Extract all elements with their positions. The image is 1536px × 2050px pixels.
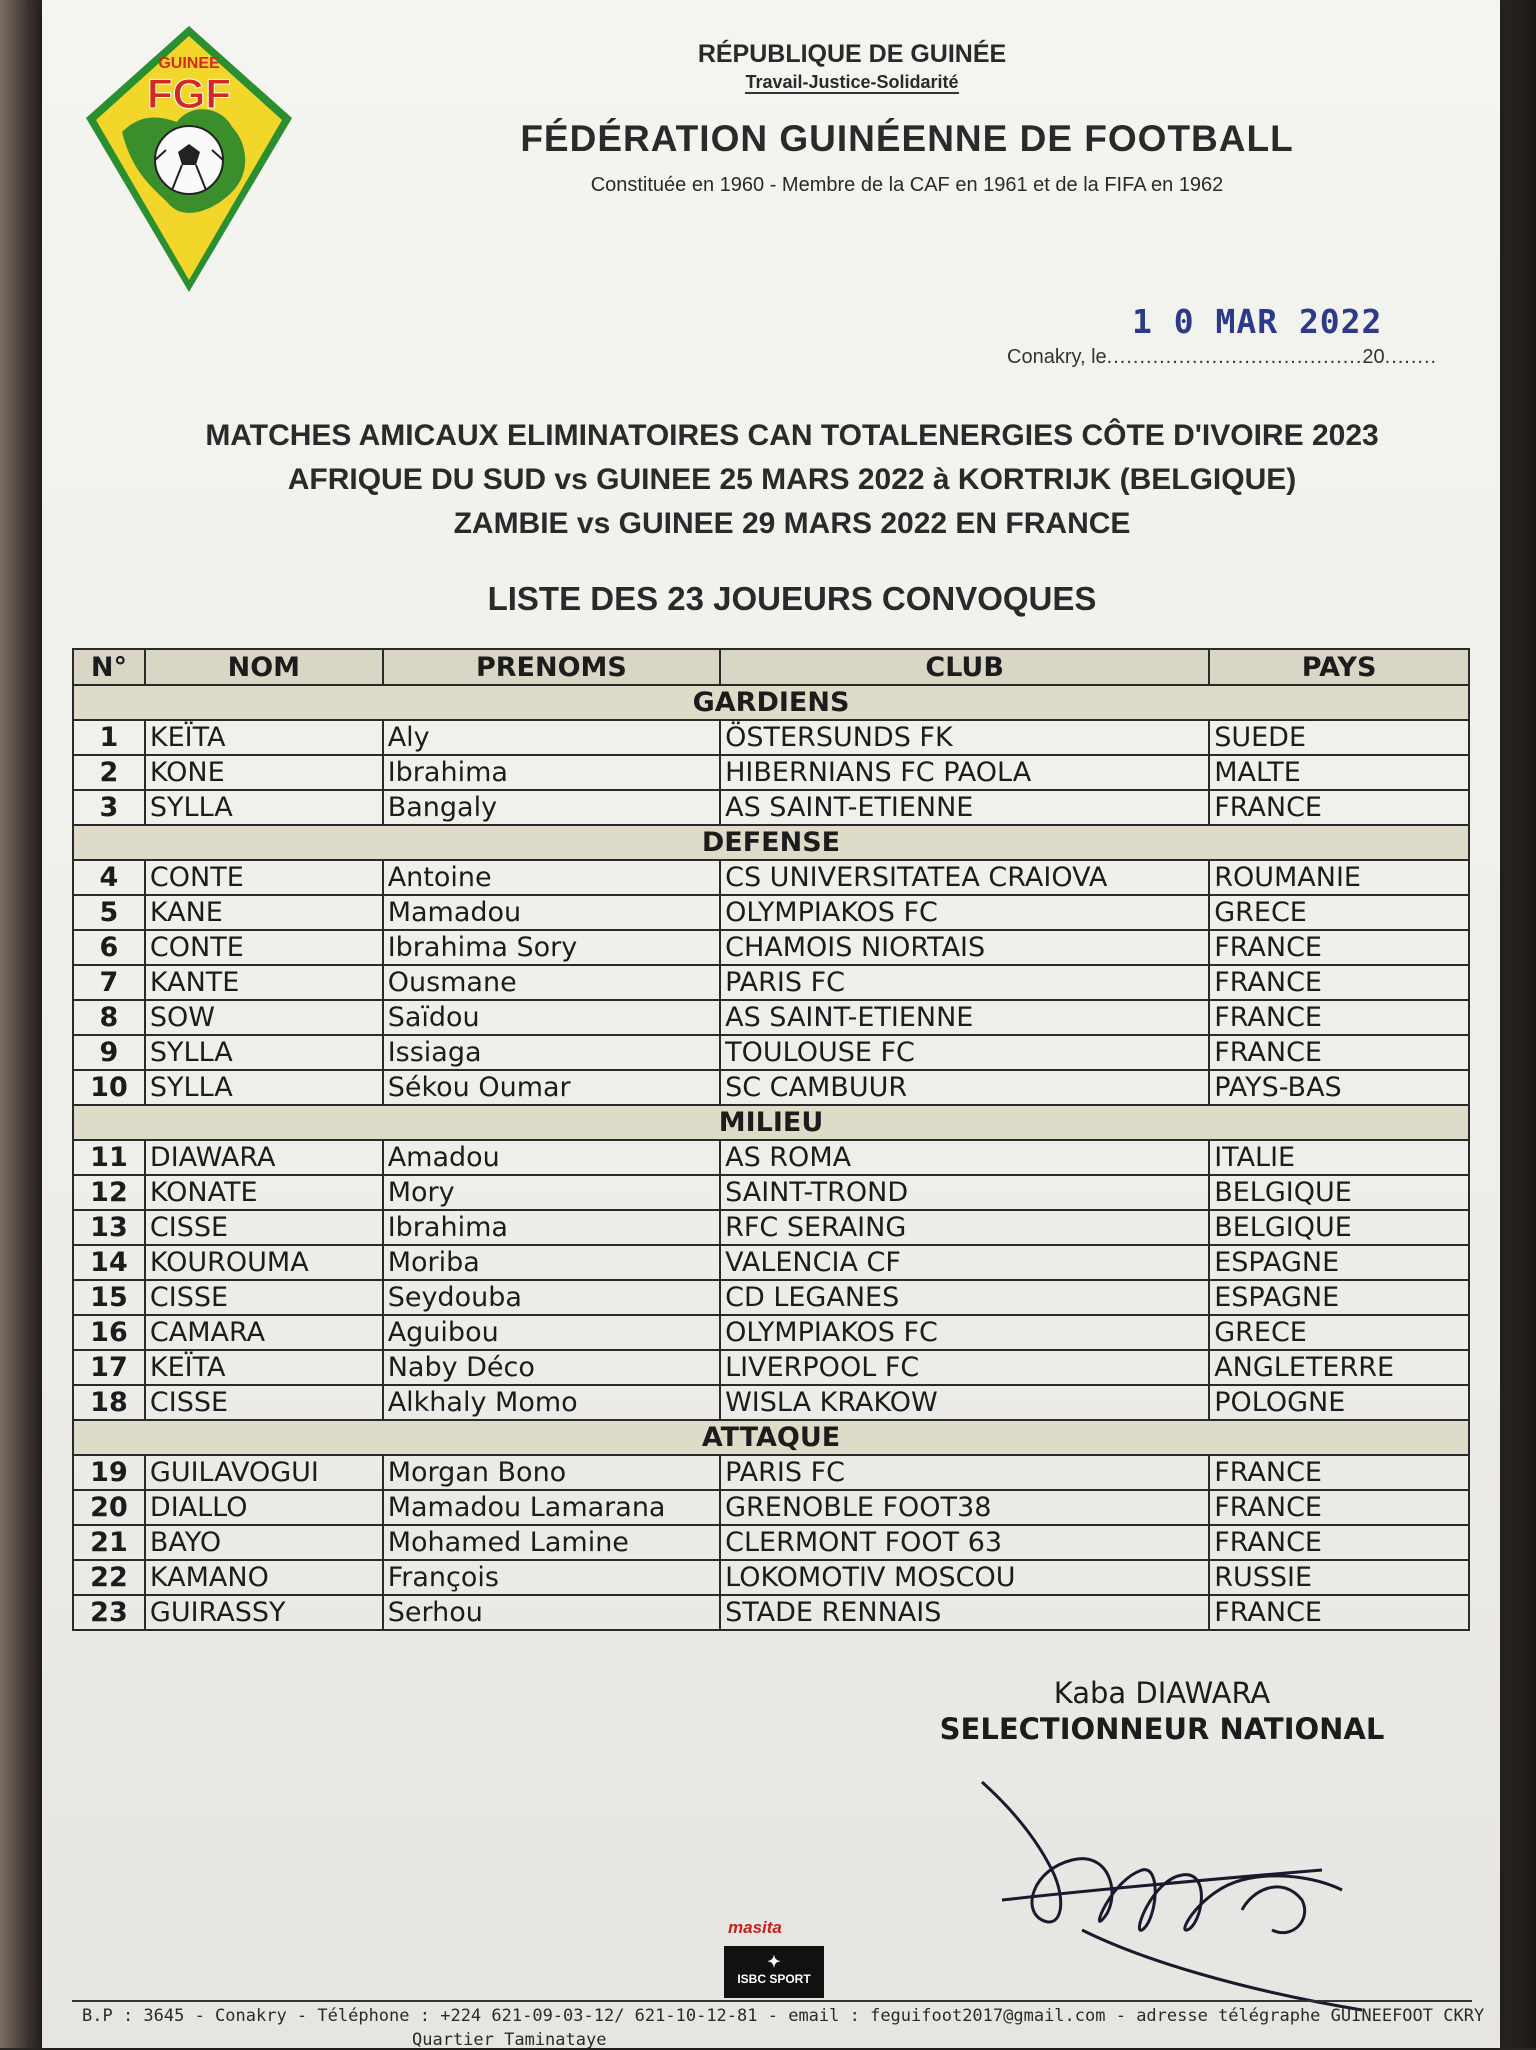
- cell-num: 5: [73, 895, 145, 930]
- section-label: ATTAQUE: [73, 1420, 1469, 1455]
- table-body: [73, 685, 1469, 1630]
- cell-nom: CAMARA: [145, 1315, 383, 1350]
- cell-club: OLYMPIAKOS FC: [720, 1315, 1209, 1350]
- cell-num: 18: [73, 1385, 145, 1420]
- list-title: LISTE DES 23 JOUEURS CONVOQUES: [487, 580, 1097, 617]
- player-row: [73, 1175, 1469, 1210]
- cell-num: 12: [73, 1175, 145, 1210]
- cell-pays: SUEDE: [1209, 720, 1469, 755]
- section-label: MILIEU: [73, 1105, 1469, 1140]
- section-row: [73, 825, 1469, 860]
- cell-prenoms: Ibrahima Sory: [383, 930, 720, 965]
- player-row: [73, 790, 1469, 825]
- background-left: [0, 0, 48, 2048]
- masita-logo: masita: [728, 1918, 782, 1937]
- player-row: [73, 1490, 1469, 1525]
- section-label: GARDIENS: [73, 685, 1469, 720]
- cell-nom: SYLLA: [145, 1070, 383, 1105]
- player-row: [73, 860, 1469, 895]
- cell-prenoms: Bangaly: [383, 790, 720, 825]
- player-row: [73, 1385, 1469, 1420]
- document-sheet: [42, 0, 1500, 2048]
- cell-num: 22: [73, 1560, 145, 1595]
- cell-prenoms: Alkhaly Momo: [383, 1385, 720, 1420]
- cell-prenoms: Sékou Oumar: [383, 1070, 720, 1105]
- cell-num: 6: [73, 930, 145, 965]
- cell-pays: RUSSIE: [1209, 1560, 1469, 1595]
- cell-pays: ANGLETERRE: [1209, 1350, 1469, 1385]
- cell-club: VALENCIA CF: [720, 1245, 1209, 1280]
- cell-prenoms: Naby Déco: [383, 1350, 720, 1385]
- cell-pays: FRANCE: [1209, 930, 1469, 965]
- cell-pays: MALTE: [1209, 755, 1469, 790]
- cell-prenoms: Amadou: [383, 1140, 720, 1175]
- match-titles: [162, 414, 1422, 546]
- cell-prenoms: Morgan Bono: [383, 1455, 720, 1490]
- cell-pays: FRANCE: [1209, 1000, 1469, 1035]
- cell-nom: CISSE: [145, 1385, 383, 1420]
- cell-nom: CISSE: [145, 1210, 383, 1245]
- cell-pays: GRECE: [1209, 1315, 1469, 1350]
- player-row: [73, 1245, 1469, 1280]
- player-row: [73, 1560, 1469, 1595]
- cell-club: HIBERNIANS FC PAOLA: [720, 755, 1209, 790]
- cell-club: CS UNIVERSITATEA CRAIOVA: [720, 860, 1209, 895]
- player-row: [73, 1035, 1469, 1070]
- date-stamp: 1 0 MAR 2022: [1132, 302, 1383, 341]
- isbc-mark-icon: ✦: [767, 1954, 781, 1971]
- cell-num: 17: [73, 1350, 145, 1385]
- cell-nom: CONTE: [145, 860, 383, 895]
- player-row: [73, 1140, 1469, 1175]
- section-row: [73, 685, 1469, 720]
- player-row: [73, 1455, 1469, 1490]
- cell-prenoms: Mamadou: [383, 895, 720, 930]
- cell-num: 3: [73, 790, 145, 825]
- cell-num: 14: [73, 1245, 145, 1280]
- cell-nom: KANE: [145, 895, 383, 930]
- cell-pays: GRECE: [1209, 895, 1469, 930]
- table-header-row: [73, 649, 1469, 685]
- player-row: [73, 720, 1469, 755]
- cell-prenoms: Ibrahima: [383, 755, 720, 790]
- cell-nom: SYLLA: [145, 1035, 383, 1070]
- place-date-line: [1007, 346, 1437, 369]
- isbc-sport-logo: [724, 1946, 824, 1998]
- cell-num: 20: [73, 1490, 145, 1525]
- cell-prenoms: Aguibou: [383, 1315, 720, 1350]
- player-row: [73, 1315, 1469, 1350]
- cell-pays: FRANCE: [1209, 1035, 1469, 1070]
- motto-text: Travail-Justice-Solidarité: [745, 72, 959, 92]
- cell-pays: ROUMANIE: [1209, 860, 1469, 895]
- cell-club: WISLA KRAKOW: [720, 1385, 1209, 1420]
- cell-nom: SYLLA: [145, 790, 383, 825]
- cell-club: TOULOUSE FC: [720, 1035, 1209, 1070]
- place-year: 20: [1362, 346, 1385, 368]
- cell-prenoms: Ousmane: [383, 965, 720, 1000]
- cell-prenoms: Antoine: [383, 860, 720, 895]
- cell-prenoms: Ibrahima: [383, 1210, 720, 1245]
- cell-pays: FRANCE: [1209, 790, 1469, 825]
- logo-text-main: FGF: [147, 70, 231, 117]
- cell-nom: KANTE: [145, 965, 383, 1000]
- player-row: [73, 965, 1469, 1000]
- cell-num: 19: [73, 1455, 145, 1490]
- section-row: [73, 1105, 1469, 1140]
- handwritten-signature: [942, 1760, 1382, 2020]
- cell-nom: KEÏTA: [145, 1350, 383, 1385]
- cell-nom: GUILAVOGUI: [145, 1455, 383, 1490]
- player-row: [73, 1280, 1469, 1315]
- cell-num: 4: [73, 860, 145, 895]
- coach-name: Kaba DIAWARA: [1053, 1676, 1271, 1710]
- cell-nom: CISSE: [145, 1280, 383, 1315]
- cell-club: CD LEGANES: [720, 1280, 1209, 1315]
- federation-name: FÉDÉRATION GUINÉENNE DE FOOTBALL: [520, 118, 1294, 159]
- player-row: [73, 1210, 1469, 1245]
- cell-club: CLERMONT FOOT 63: [720, 1525, 1209, 1560]
- cell-pays: BELGIQUE: [1209, 1210, 1469, 1245]
- player-row: [73, 1000, 1469, 1035]
- cell-prenoms: François: [383, 1560, 720, 1595]
- cell-num: 2: [73, 755, 145, 790]
- isbc-sport-label: ISBC SPORT: [737, 1972, 811, 1986]
- cell-pays: FRANCE: [1209, 965, 1469, 1000]
- cell-pays: FRANCE: [1209, 1490, 1469, 1525]
- cell-num: 11: [73, 1140, 145, 1175]
- match-title-3: ZAMBIE vs GUINEE 29 MARS 2022 EN FRANCE: [453, 507, 1131, 540]
- section-row: [73, 1420, 1469, 1455]
- cell-club: LIVERPOOL FC: [720, 1350, 1209, 1385]
- footer-contact: B.P : 3645 - Conakry - Téléphone : +224 621-09-03-12/ 621-10-12-81 - email : feguifoot2017@gmail.com - adresse télégraphe GUINEEFOOT CKRY: [82, 2006, 1485, 2026]
- footer-address: Quartier Taminataye: [412, 2030, 607, 2050]
- logo-text-top: GUINEE: [158, 55, 220, 72]
- fgf-logo: [82, 22, 296, 296]
- header-prenoms: PRENOMS: [383, 649, 720, 685]
- cell-pays: ESPAGNE: [1209, 1245, 1469, 1280]
- cell-club: AS SAINT-ETIENNE: [720, 790, 1209, 825]
- place-dots: .......................................: [1106, 346, 1363, 368]
- cell-club: STADE RENNAIS: [720, 1595, 1209, 1630]
- cell-pays: FRANCE: [1209, 1595, 1469, 1630]
- player-row: [73, 895, 1469, 930]
- cell-nom: KEÏTA: [145, 720, 383, 755]
- player-row: [73, 1595, 1469, 1630]
- cell-club: GRENOBLE FOOT38: [720, 1490, 1209, 1525]
- cell-num: 10: [73, 1070, 145, 1105]
- cell-nom: SOW: [145, 1000, 383, 1035]
- player-row: [73, 1525, 1469, 1560]
- header-nom: NOM: [145, 649, 383, 685]
- place-dots-end: ........: [1384, 346, 1438, 368]
- player-row: [73, 1350, 1469, 1385]
- place-prefix: Conakry, le: [1007, 346, 1107, 368]
- cell-club: SC CAMBUUR: [720, 1070, 1209, 1105]
- header-num: N°: [73, 649, 145, 685]
- republic-heading: RÉPUBLIQUE DE GUINÉE: [697, 40, 1007, 68]
- cell-club: PARIS FC: [720, 965, 1209, 1000]
- cell-num: 7: [73, 965, 145, 1000]
- cell-num: 13: [73, 1210, 145, 1245]
- match-title-2: AFRIQUE DU SUD vs GUINEE 25 MARS 2022 à KORTRIJK (BELGIQUE): [287, 463, 1297, 496]
- national-motto: [552, 72, 1152, 93]
- footer-divider: [72, 2000, 1472, 2002]
- cell-club: OLYMPIAKOS FC: [720, 895, 1209, 930]
- cell-nom: CONTE: [145, 930, 383, 965]
- cell-nom: KOUROUMA: [145, 1245, 383, 1280]
- cell-num: 21: [73, 1525, 145, 1560]
- cell-club: ÖSTERSUNDS FK: [720, 720, 1209, 755]
- cell-prenoms: Mamadou Lamarana: [383, 1490, 720, 1525]
- header-club: CLUB: [720, 649, 1209, 685]
- cell-prenoms: Seydouba: [383, 1280, 720, 1315]
- cell-num: 8: [73, 1000, 145, 1035]
- cell-prenoms: Mohamed Lamine: [383, 1525, 720, 1560]
- cell-nom: DIAWARA: [145, 1140, 383, 1175]
- cell-prenoms: Mory: [383, 1175, 720, 1210]
- cell-pays: ITALIE: [1209, 1140, 1469, 1175]
- cell-nom: KONE: [145, 755, 383, 790]
- player-row: [73, 930, 1469, 965]
- cell-pays: PAYS-BAS: [1209, 1070, 1469, 1105]
- cell-pays: BELGIQUE: [1209, 1175, 1469, 1210]
- player-row: [73, 1070, 1469, 1105]
- cell-prenoms: Issiaga: [383, 1035, 720, 1070]
- cell-pays: FRANCE: [1209, 1525, 1469, 1560]
- cell-num: 16: [73, 1315, 145, 1350]
- cell-nom: KAMANO: [145, 1560, 383, 1595]
- cell-club: LOKOMOTIV MOSCOU: [720, 1560, 1209, 1595]
- cell-club: AS SAINT-ETIENNE: [720, 1000, 1209, 1035]
- cell-club: AS ROMA: [720, 1140, 1209, 1175]
- player-row: [73, 755, 1469, 790]
- cell-prenoms: Aly: [383, 720, 720, 755]
- section-label: DEFENSE: [73, 825, 1469, 860]
- match-title-1: MATCHES AMICAUX ELIMINATOIRES CAN TOTALENERGIES CÔTE D'IVOIRE 2023: [205, 419, 1379, 452]
- cell-prenoms: Serhou: [383, 1595, 720, 1630]
- cell-prenoms: Saïdou: [383, 1000, 720, 1035]
- cell-pays: ESPAGNE: [1209, 1280, 1469, 1315]
- cell-nom: BAYO: [145, 1525, 383, 1560]
- cell-club: CHAMOIS NIORTAIS: [720, 930, 1209, 965]
- players-table: [72, 648, 1470, 1631]
- cell-num: 1: [73, 720, 145, 755]
- fgf-logo-graphic: [82, 22, 296, 296]
- cell-nom: DIALLO: [145, 1490, 383, 1525]
- cell-pays: FRANCE: [1209, 1455, 1469, 1490]
- cell-num: 23: [73, 1595, 145, 1630]
- cell-club: PARIS FC: [720, 1455, 1209, 1490]
- background-right: [1496, 0, 1536, 2048]
- header-pays: PAYS: [1209, 649, 1469, 685]
- cell-num: 9: [73, 1035, 145, 1070]
- cell-nom: KONATE: [145, 1175, 383, 1210]
- cell-club: SAINT-TROND: [720, 1175, 1209, 1210]
- cell-prenoms: Moriba: [383, 1245, 720, 1280]
- federation-subtitle: Constituée en 1960 - Membre de la CAF en 1961 et de la FIFA en 1962: [590, 174, 1224, 196]
- cell-club: RFC SERAING: [720, 1210, 1209, 1245]
- cell-pays: POLOGNE: [1209, 1385, 1469, 1420]
- cell-nom: GUIRASSY: [145, 1595, 383, 1630]
- coach-title: SELECTIONNEUR NATIONAL: [939, 1712, 1385, 1746]
- cell-num: 15: [73, 1280, 145, 1315]
